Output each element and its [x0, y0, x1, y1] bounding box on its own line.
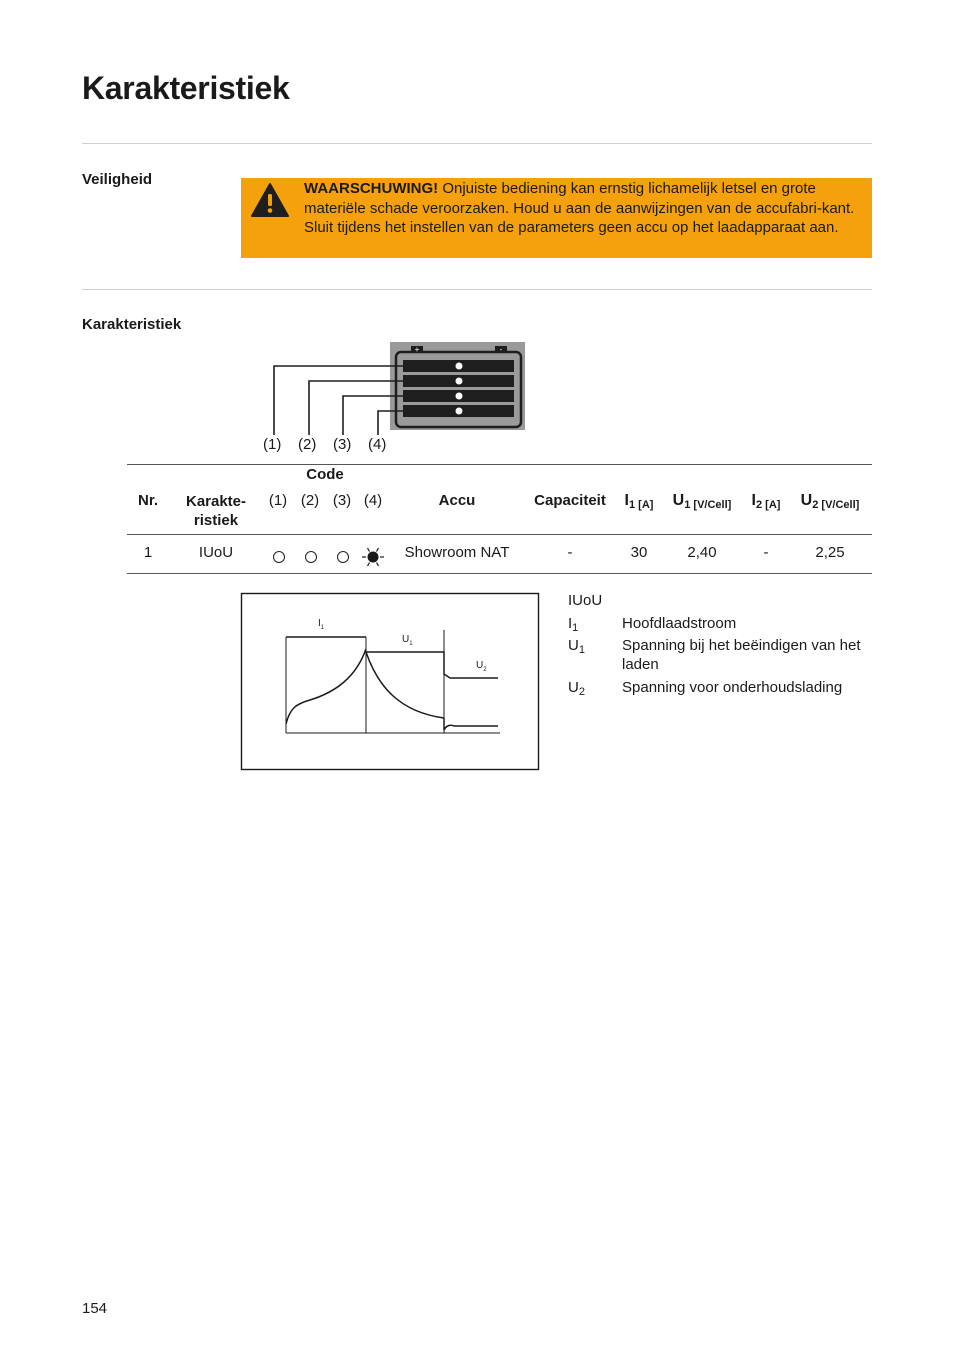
table-bottom-rule	[127, 573, 872, 574]
header-nr: Nr.	[137, 492, 158, 509]
header-i1: $I_{1 [A]}$	[624, 492, 654, 511]
table-row	[0, 0, 954, 600]
cell-capaciteit: -	[567, 544, 573, 561]
header-karakteristiek: Karakte- ristiek	[185, 493, 247, 529]
header-code: Code	[306, 466, 344, 483]
battery-minus-sign: -	[499, 345, 503, 354]
cell-i2: -	[763, 544, 769, 561]
warning-body: Onjuiste bediening kan ernstig lichamelijk letsel en grote materiële schade veroorzaken. Houd u aan de aanwijzingen van de accufabri-kant. Sluit tijdens het instellen van de parameters geen accu op het laadapparaat aan.	[304, 180, 855, 236]
code-indicator-4-on-icon	[361, 545, 385, 569]
header-u2: $U_{2 [V/Cell]}$	[800, 492, 860, 511]
label-u2: $U_2$	[476, 660, 487, 673]
code-indicator-1-off	[273, 551, 285, 563]
code-indicator-3-off	[337, 551, 349, 563]
header-code-2: (2)	[300, 492, 320, 509]
code-indicator-2-off	[305, 551, 317, 563]
label-i1: $I_1$	[318, 618, 325, 631]
header-i2: $I_{2 [A]}$	[751, 492, 781, 511]
code-label-4: (4)	[368, 436, 387, 453]
iuou-characteristic-graph	[240, 592, 540, 772]
karakteristiek-heading: Karakteristiek	[82, 316, 182, 333]
cell-i1: 30	[630, 544, 648, 561]
header-accu: Accu	[438, 492, 476, 509]
code-label-2: (2)	[298, 436, 317, 453]
warning-label: WAARSCHUWING!	[304, 180, 439, 197]
header-code-3: (3)	[332, 492, 352, 509]
code-label-3: (3)	[333, 436, 352, 453]
header-code-1: (1)	[268, 492, 288, 509]
cell-u1: 2,40	[687, 544, 717, 561]
page-number: 154	[82, 1300, 108, 1317]
header-code-4: (4)	[363, 492, 383, 509]
header-u1: $U_{1 [V/Cell]}$	[672, 492, 732, 511]
legend: IUoU $I_1$ Hoofdlaadstroom $U_1$ Spanning bij het beëindigen van het laden $U_2$ Spanning voor onderhoudslading	[568, 592, 861, 698]
cell-karakteristiek: IUoU	[198, 544, 234, 561]
battery-plus-sign: +	[414, 345, 420, 354]
cell-u2: 2,25	[815, 544, 845, 561]
label-u1: $U_1$	[402, 634, 413, 647]
safety-heading: Veiligheid	[82, 171, 153, 188]
code-label-1: (1)	[263, 436, 282, 453]
header-capaciteit: Capaciteit	[534, 492, 606, 509]
cell-accu: Showroom NAT	[404, 544, 510, 561]
cell-nr: 1	[143, 544, 153, 561]
page-title: Karakteristiek	[82, 70, 290, 106]
